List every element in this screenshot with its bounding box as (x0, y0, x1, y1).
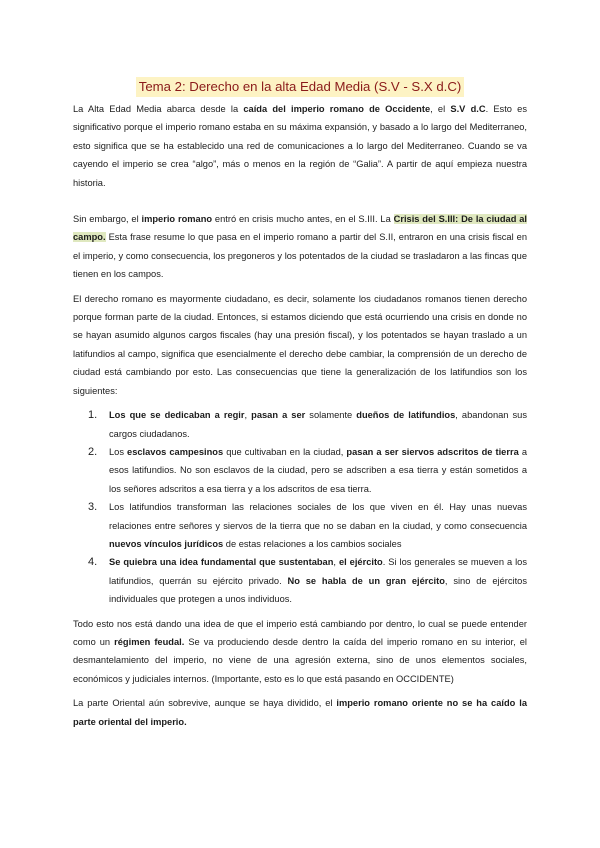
text-run: de estas relaciones a los cambios sociales (223, 538, 402, 549)
bold-text: S.V d.C (450, 104, 486, 114)
text-run: , abandonan sus cargos ciudadanos. (109, 410, 527, 439)
bold-text: imperio romano (141, 214, 213, 225)
text-run: La Alta Edad Media abarca desde la (73, 104, 244, 114)
bold-text: nuevos vínculos jurídicos (109, 538, 224, 549)
bold-text: No se habla de un gran ejército (287, 575, 445, 586)
paragraph-oriente (73, 694, 527, 731)
bold-text: Se quiebra una idea fundamental que sustentaban (109, 557, 334, 568)
text-run: , el (430, 104, 451, 114)
bold-text: el ejército (338, 557, 383, 568)
text-run: que cultivaban en la ciudad, (223, 446, 347, 457)
bold-text: pasan a ser (251, 410, 306, 421)
list-number: 4. (88, 556, 98, 569)
text-run: entró en crisis mucho antes, en el S.III. La (212, 214, 394, 225)
text-run: Esta frase resume lo que pasa en el imperio romano a partir del S.II, entraron en una crisis fiscal en el imperio, y como consecuencia, los pregoneros y los potentados de la ciudad se trasladaron a las fincas que tienen en los campos. (73, 232, 527, 280)
text-run: . Esto es significativo porque el imperio romano estaba en su máxima expansión, y basado a lo largo del Mediterraneo, esto significa que se ha establecido una red de comunicaciones a lo largo del Mediterraneo. Cuando se va cayendo el imperio se crea “algo”, más o menos en la región de “Galia”. A partir de aquí empieza nuestra historia. (73, 104, 527, 188)
text-run: . Si los generales se mueven a los latifundios, querrán su ejército privado. (109, 557, 527, 586)
list-number: 1. (88, 409, 98, 422)
paragraph-derecho: El derecho romano es mayormente ciudadano, es decir, solamente los ciudadanos romanos tienen derecho porque forman parte de la ciudad. Entonces, si estamos diciendo que está ocurriendo una crisis en donde no se hayan asumido algunos cargos fiscales (hay una presión fiscal), y los potentados se hayan traslado a un latifundios al campo, significa que esencialmente el derecho debe cambiar, la comprensión de un derecho de ciudad está cambiando por esto. Las consecuencias que tiene la generalización de los latifundios son los siguientes: (73, 293, 527, 396)
bold-text: dueños de latifundios (356, 410, 456, 421)
text-run: , (333, 557, 339, 568)
text-run: Los (109, 446, 128, 457)
bold-text: caída del imperio romano de Occidente (243, 104, 431, 114)
bold-text: régimen feudal. (114, 636, 185, 647)
paragraph-intro (73, 100, 527, 192)
text-run: a esos latifundios. No son esclavos de la ciudad, pero se adscriben a esa tierra y están sometidos a los señores adscritos a esa tierra y a los adscritos de esa tierra. (109, 446, 527, 494)
text-run: Se va produciendo desde dentro la caída del imperio romano en su interior, el desmantelamiento del imperio, no viene de una agresión externa, sino de unos elementos sociales, económicos y judiciales internos. (Importante, esto es lo que está pasando en OCCIDENTE) (73, 636, 527, 684)
highlighted-text: Crisis del S.III: De la ciudad al campo. (73, 214, 527, 243)
list-item (73, 406, 527, 443)
list-number: 3. (88, 501, 98, 514)
bold-text: imperio romano oriente no se ha caído la parte oriental del imperio. (73, 698, 527, 727)
text-run: Todo esto nos está dando una idea de que el imperio está cambiando por dentro, lo cual se puede entender como un (73, 618, 527, 647)
document-body (73, 100, 527, 731)
paragraph-crisis (73, 210, 527, 284)
list-number: 2. (88, 445, 98, 458)
bold-text: esclavos campesinos (127, 446, 224, 457)
page-title: Tema 2: Derecho en la alta Edad Media (S.V - S.X d.C) (136, 77, 464, 97)
text-run: Los latifundios transforman las relaciones sociales de los que viven en él. Hay unas nuevas relaciones entre señores y siervos de la tierra que no se daban en la ciudad, y como consecuencia (109, 502, 527, 531)
text-run: La parte Oriental aún sobrevive, aunque se haya dividido, el (73, 698, 337, 709)
bold-text: Los que se dedicaban a regir (109, 410, 245, 421)
paragraph-feudal (73, 615, 527, 689)
consequences-list (73, 406, 527, 608)
bold-text: pasan a ser siervos adscritos de tierra (346, 446, 519, 457)
list-item (73, 553, 527, 608)
text-run: , (244, 410, 252, 421)
text-run: , sino de ejércitos individuales que protegen a unos individuos. (109, 575, 527, 605)
text-run: solamente (305, 410, 357, 421)
list-item (73, 498, 527, 553)
list-item (73, 443, 527, 498)
text-run: Sin embargo, el (73, 214, 142, 225)
